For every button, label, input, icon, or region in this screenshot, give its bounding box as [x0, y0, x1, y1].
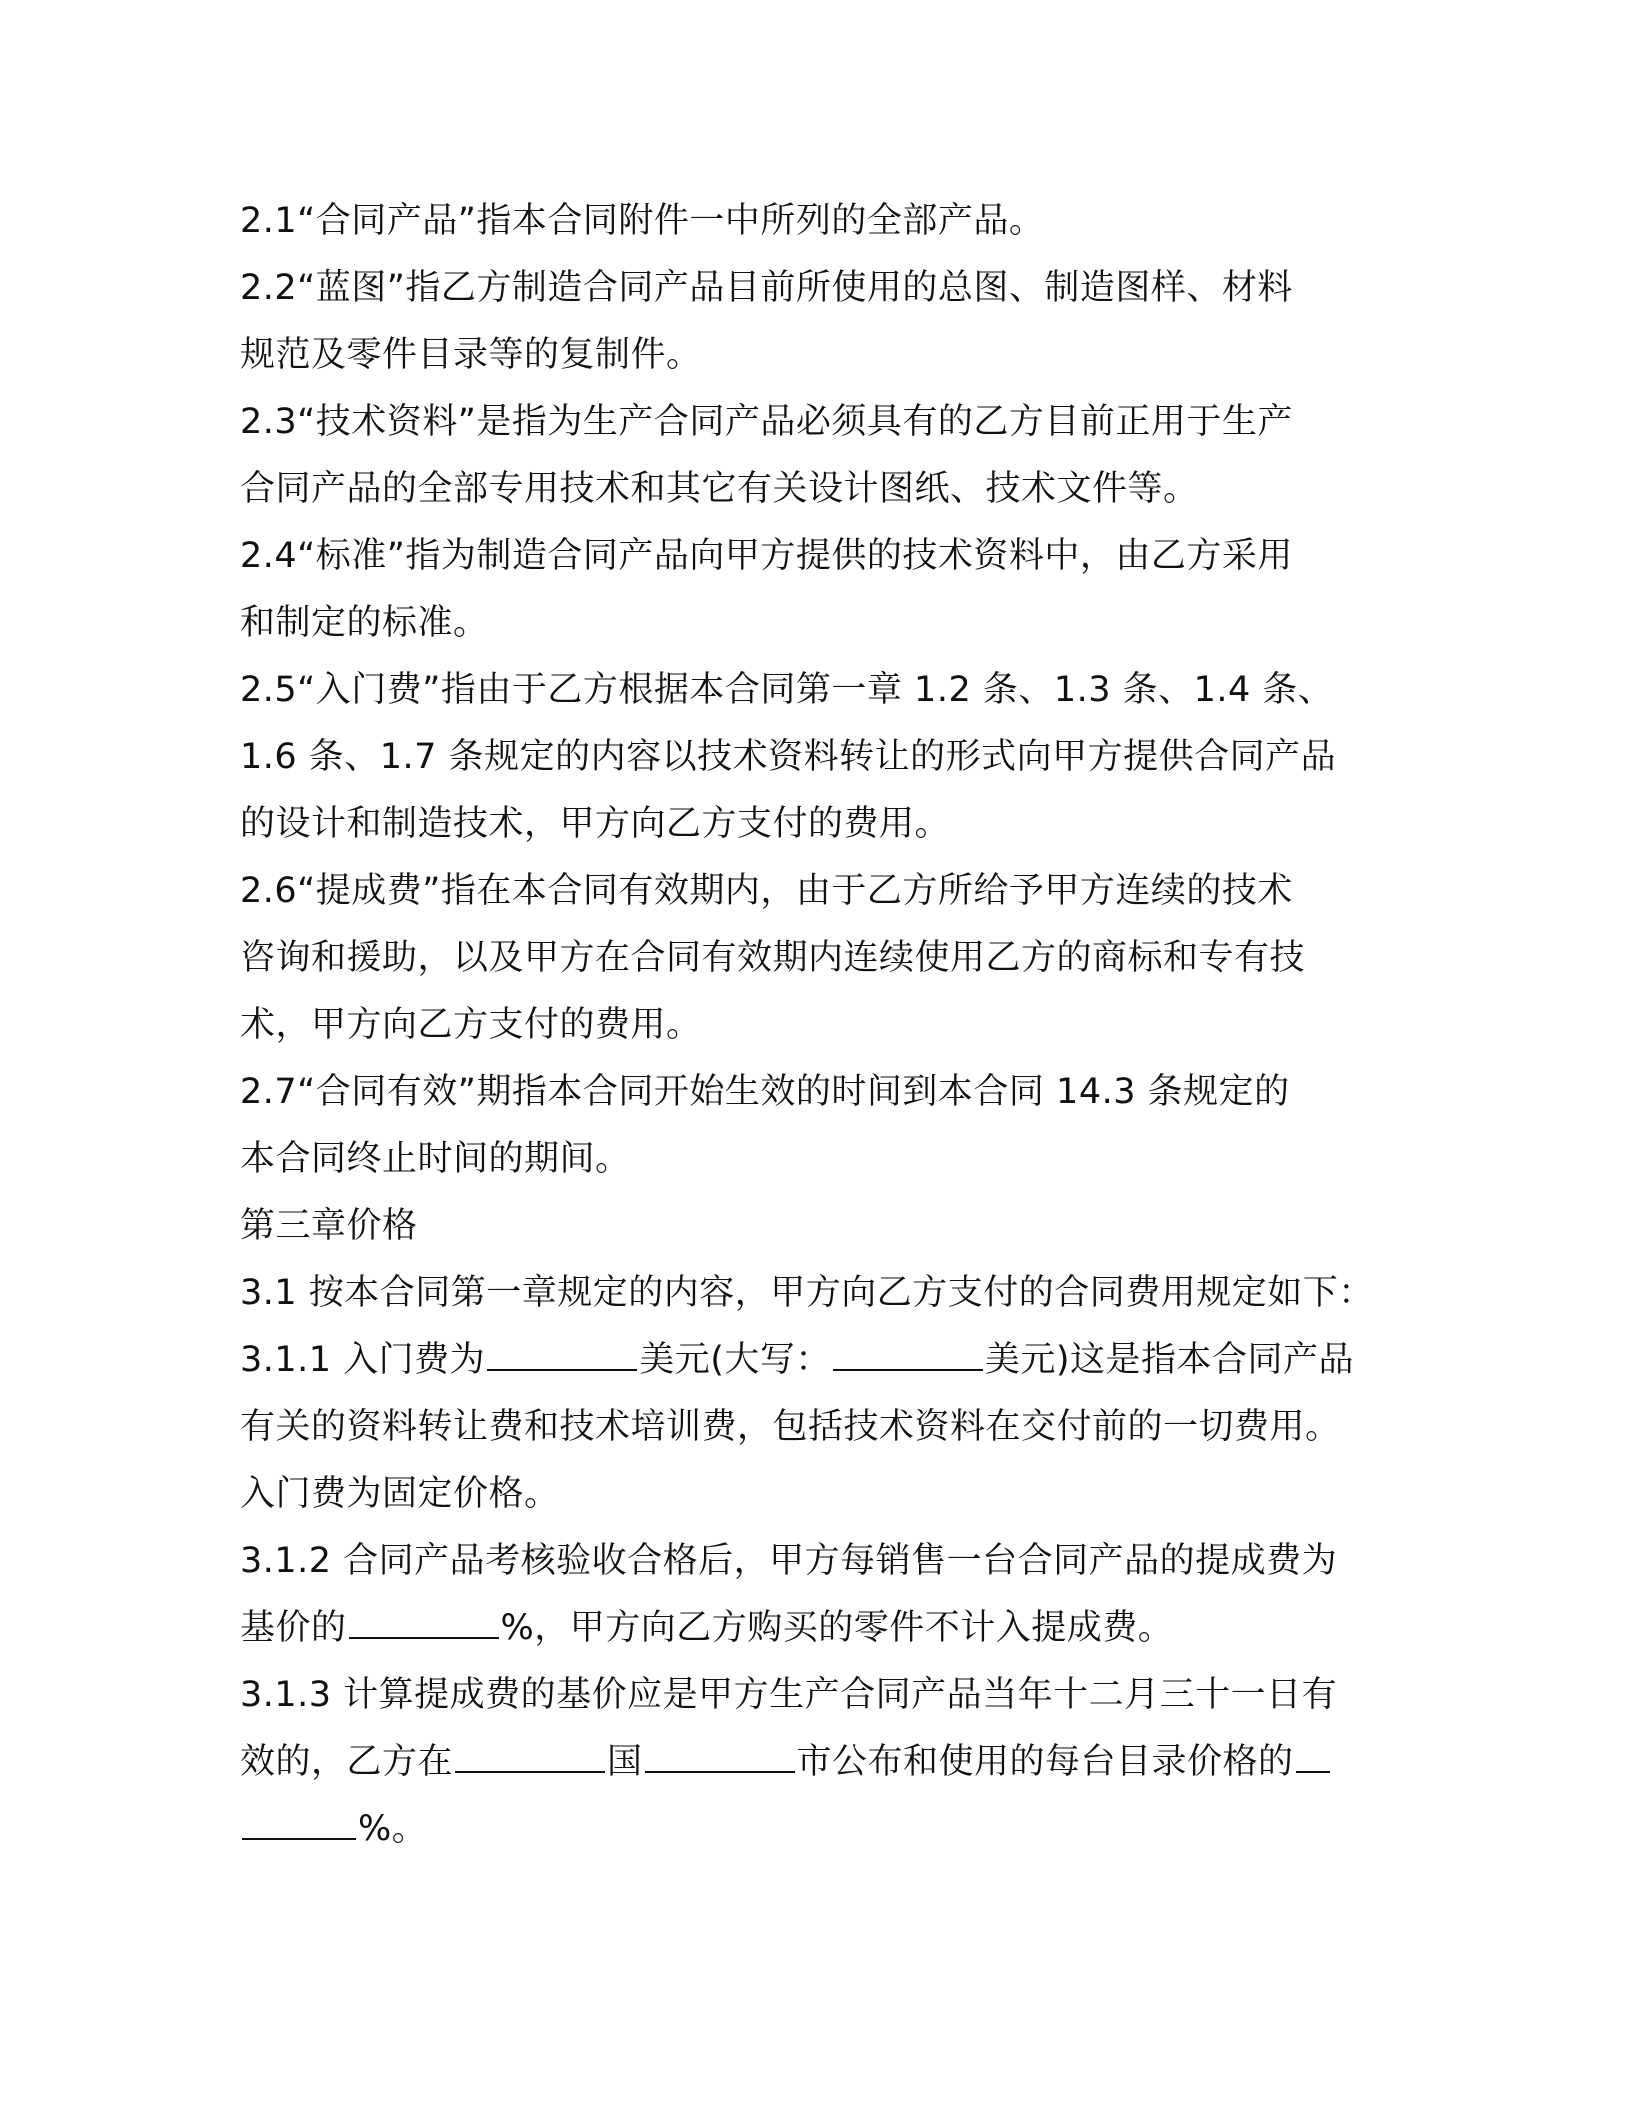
- text-line: 3.1.2 合同产品考核验收合格后，甲方每销售一台合同产品的提成费为: [240, 1541, 1338, 1581]
- text-line: 2.5“入门费”指由于乙方根据本合同第一章 1.2 条、1.3 条、1.4 条、: [240, 670, 1334, 710]
- chapter-3-heading: [240, 1193, 1400, 1260]
- text-line: 2.1“合同产品”指本合同附件一中所列的全部产品。: [240, 201, 1045, 241]
- text-line: [240, 1729, 1400, 1796]
- text-fragment: 3.1.1 入门费为: [240, 1340, 486, 1380]
- text-line: 本合同终止时间的期间。: [240, 1139, 631, 1179]
- fill-in-blank[interactable]: [349, 1636, 499, 1639]
- clause-3-1-3: [240, 1662, 1400, 1863]
- fill-in-blank[interactable]: [455, 1770, 605, 1773]
- fill-in-blank[interactable]: [242, 1837, 356, 1840]
- text-fragment: 美元(大写：: [639, 1340, 831, 1380]
- text-line: 1.6 条、1.7 条规定的内容以技术资料转让的形式向甲方提供合同产品: [240, 737, 1337, 777]
- text-line: [240, 1595, 1400, 1662]
- clause-3-1-2: [240, 1528, 1400, 1662]
- text-fragment: %，甲方向乙方购买的零件不计入提成费。: [500, 1608, 1174, 1648]
- clause-3-1-1: [240, 1327, 1400, 1528]
- text-fragment: %。: [358, 1809, 428, 1849]
- text-line: 术，甲方向乙方支付的费用。: [240, 1005, 702, 1045]
- text-fragment: 效的，乙方在: [240, 1742, 454, 1782]
- text-line: 2.3“技术资料”是指为生产合同产品必须具有的乙方目前正用于生产: [240, 402, 1293, 442]
- text-line: 2.7“合同有效”期指本合同开始生效的时间到本合同 14.3 条规定的: [240, 1072, 1290, 1112]
- chapter-title: 第三章价格: [240, 1206, 418, 1246]
- clause-2-7: [240, 1059, 1400, 1193]
- text-fragment: 市公布和使用的每台目录价格的: [796, 1742, 1294, 1782]
- text-fragment: 基价的: [240, 1608, 347, 1648]
- text-line: 的设计和制造技术，甲方向乙方支付的费用。: [240, 804, 951, 844]
- text-line: 咨询和援助，以及甲方在合同有效期内连续使用乙方的商标和专有技: [240, 938, 1306, 978]
- text-line: [240, 1796, 1400, 1863]
- fill-in-blank[interactable]: [487, 1368, 637, 1371]
- text-line: [240, 1327, 1400, 1394]
- fill-in-blank[interactable]: [1296, 1770, 1330, 1773]
- fill-in-blank[interactable]: [833, 1368, 983, 1371]
- document-body: [240, 188, 1400, 1863]
- text-line: 2.2“蓝图”指乙方制造合同产品目前所使用的总图、制造图样、材料: [240, 268, 1293, 308]
- text-fragment: 国: [607, 1742, 643, 1782]
- text-line: 合同产品的全部专用技术和其它有关设计图纸、技术文件等。: [240, 469, 1199, 509]
- clause-2-4: [240, 523, 1400, 657]
- text-line: 和制定的标准。: [240, 603, 489, 643]
- text-line: 规范及零件目录等的复制件。: [240, 335, 702, 375]
- text-fragment: 美元)这是指本合同产品: [984, 1340, 1354, 1380]
- clause-2-5: [240, 657, 1400, 858]
- text-line: 3.1 按本合同第一章规定的内容，甲方向乙方支付的合同费用规定如下：: [240, 1273, 1374, 1313]
- text-line: 2.4“标准”指为制造合同产品向甲方提供的技术资料中，由乙方采用: [240, 536, 1293, 576]
- text-line: 2.6“提成费”指在本合同有效期内，由于乙方所给予甲方连续的技术: [240, 871, 1293, 911]
- clause-3-1: [240, 1260, 1400, 1327]
- clause-2-6: [240, 858, 1400, 1059]
- text-line: 3.1.3 计算提成费的基价应是甲方生产合同产品当年十二月三十一日有: [240, 1675, 1338, 1715]
- fill-in-blank[interactable]: [645, 1770, 795, 1773]
- text-line: 入门费为固定价格。: [240, 1474, 560, 1514]
- clause-2-1: [240, 188, 1400, 255]
- text-line: 有关的资料转让费和技术培训费，包括技术资料在交付前的一切费用。: [240, 1407, 1341, 1447]
- clause-2-3: [240, 389, 1400, 523]
- clause-2-2: [240, 255, 1400, 389]
